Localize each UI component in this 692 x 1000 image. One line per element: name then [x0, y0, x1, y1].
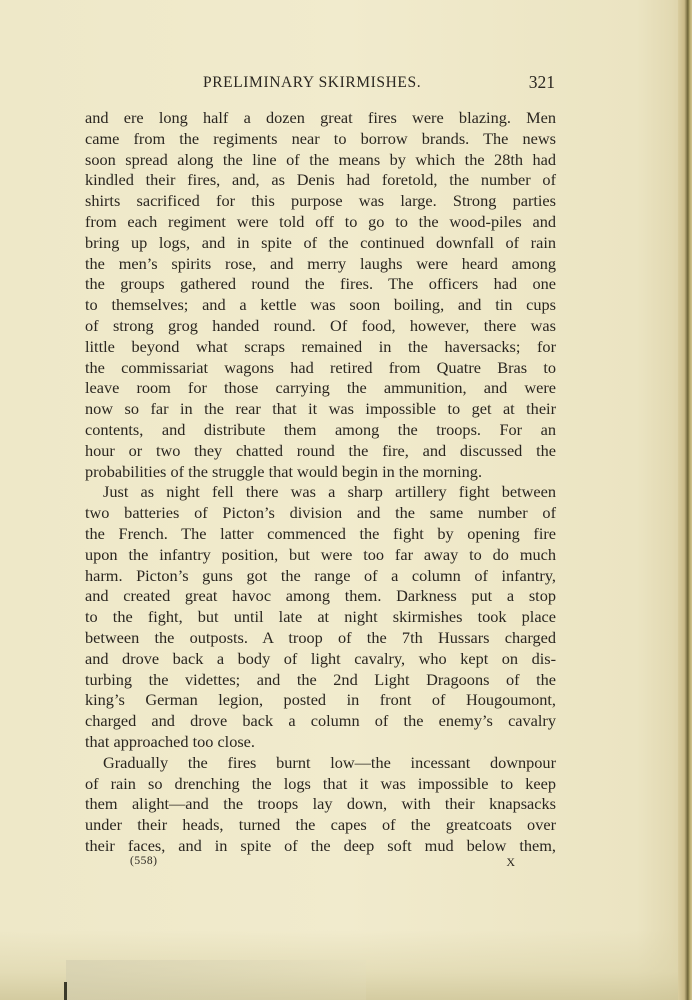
- text-line: leave room for those carrying the ammunition, and were: [85, 378, 556, 398]
- text-line: Gradually the fires burnt low—the incessant downpour: [103, 752, 556, 772]
- text-line: bring up logs, and in spite of the continued downfall of rain: [85, 232, 556, 252]
- text-line: and created great havoc among them. Darkness put a stop: [85, 586, 556, 606]
- text-line: to the fight, but until late at night skirmishes took place: [85, 607, 556, 627]
- text-line: harm. Picton’s guns got the range of a column of infantry,: [85, 565, 556, 585]
- text-line: to themselves; and a kettle was soon boiling, and tin cups: [85, 295, 556, 315]
- text-line: hour or two they chatted round the fire, and discussed the: [85, 440, 556, 460]
- page-edge: [678, 0, 692, 1000]
- text-line: king’s German legion, posted in front of Hougoumont,: [85, 690, 556, 710]
- text-line: came from the regiments near to borrow brands. The news: [85, 128, 556, 148]
- body-text: [85, 108, 556, 857]
- text-line: the commissariat wagons had retired from Quatre Bras to: [85, 357, 556, 377]
- text-line: under their heads, turned the capes of the greatcoats over: [85, 815, 556, 835]
- chapter-title: PRELIMINARY SKIRMISHES.: [203, 74, 422, 91]
- text-line: upon the infantry position, but were too far away to do much: [85, 544, 556, 564]
- text-line: the men’s spirits rose, and merry laughs were heard among: [85, 253, 556, 273]
- text-line: kindled their fires, and, as Denis had foretold, the number of: [85, 170, 556, 190]
- text-line: and drove back a body of light cavalry, who kept on dis-: [85, 648, 556, 668]
- text-line: between the outposts. A troop of the 7th Hussars charged: [85, 627, 556, 647]
- printer-signature: (558): [130, 855, 158, 867]
- text-line: the French. The latter commenced the fight by opening fire: [85, 523, 556, 543]
- page-number: 321: [528, 72, 555, 92]
- scan-artifact-mark: [64, 982, 67, 1000]
- text-line: charged and drove back a column of the enemy’s cavalry: [85, 711, 556, 731]
- running-head: [85, 74, 555, 96]
- text-line: that approached too close.: [85, 731, 255, 751]
- text-line: little beyond what scraps remained in the haversacks; for: [85, 336, 556, 356]
- text-line: Just as night fell there was a sharp artillery fight between: [103, 482, 556, 502]
- text-line: from each regiment were told off to go to the wood-piles and: [85, 211, 556, 231]
- text-line: probabilities of the struggle that would begin in the morning.: [85, 461, 483, 481]
- text-line: and ere long half a dozen great fires were blazing. Men: [85, 108, 556, 127]
- text-line: the groups gathered round the fires. The officers had one: [85, 274, 556, 294]
- text-line: of strong grog handed round. Of food, however, there was: [85, 315, 556, 335]
- text-line: two batteries of Picton’s division and the same number of: [85, 503, 556, 523]
- signature-mark: X: [506, 855, 515, 869]
- scan-smudge: [66, 960, 366, 1000]
- text-line: soon spread along the line of the means by which the 28th had: [85, 149, 556, 169]
- text-line: contents, and distribute them among the troops. For an: [85, 419, 556, 439]
- text-line: them alight—and the troops lay down, with their knapsacks: [85, 794, 556, 814]
- text-line: now so far in the rear that it was impossible to get at their: [85, 399, 556, 419]
- text-line: of rain so drenching the logs that it was impossible to keep: [85, 773, 556, 793]
- text-line: their faces, and in spite of the deep soft mud below them,: [85, 835, 556, 855]
- text-line: turbing the videttes; and the 2nd Light Dragoons of the: [85, 669, 556, 689]
- text-line: shirts sacrificed for this purpose was large. Strong parties: [85, 191, 556, 211]
- page-footer: [130, 855, 515, 871]
